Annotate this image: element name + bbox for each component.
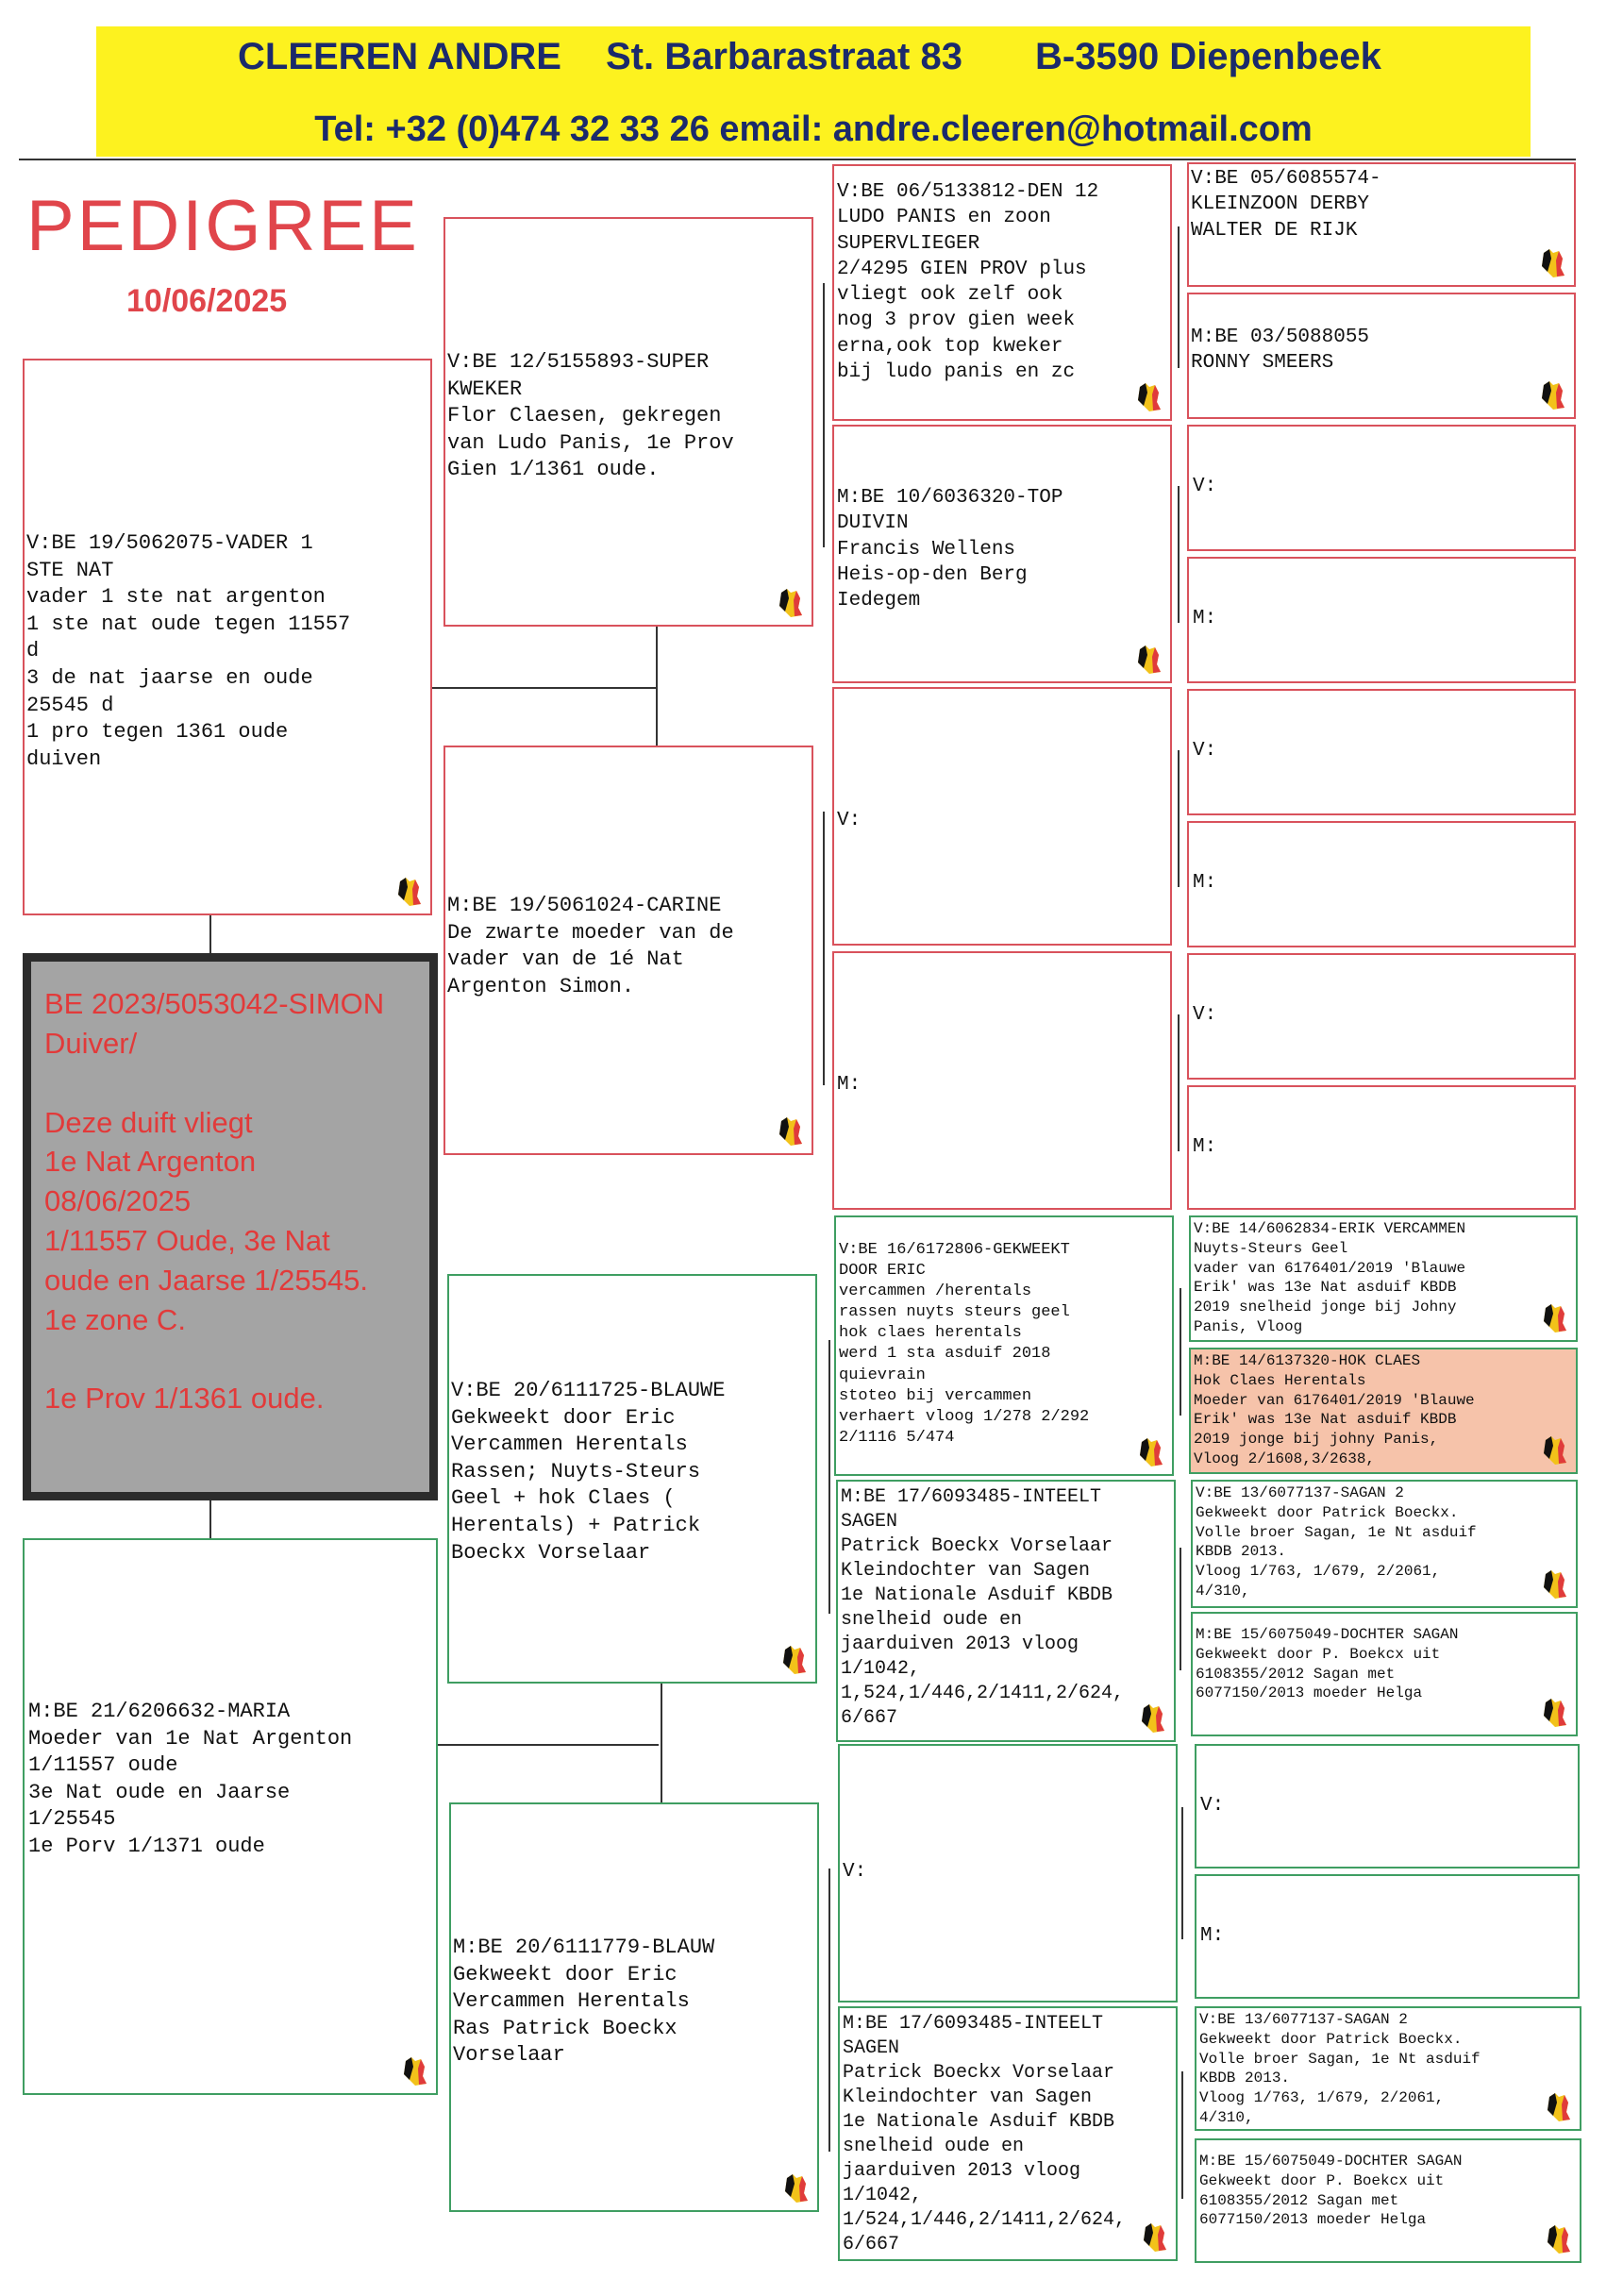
belgium-flag-icon — [781, 1644, 808, 1676]
ggp-fmm-box — [832, 951, 1172, 1210]
grandsire-paternal-box — [443, 217, 813, 627]
g4-fmmm-box — [1187, 1085, 1576, 1210]
ggp-mmm-text: M:BE 17/6093485-INTEELT SAGEN Patrick Boeckx Vorselaar Kleindochter van Sagen 1e Nationale Asduif KBDB snelheid oude en jaarduiven 2013 vloog 1/1042, 1/524,1/446,2/1411,2/624, 6/667 — [843, 2013, 1127, 2255]
belgium-flag-icon — [778, 1115, 804, 1148]
ggp-mff-box — [834, 1215, 1174, 1476]
belgium-flag-icon — [402, 2055, 428, 2087]
connector — [823, 812, 825, 1085]
ggp-mff-text: V:BE 16/6172806-GEKWEEKT DOOR ERIC vercammen /herentals rassen nuyts steurs geel hok claes herentals werd 1 sta asduif 2018 quievrain stoteo bij vercammen verhaert vloog 1/278 2/292 2/1116 5/474 — [839, 1241, 1090, 1447]
g4-fmff-box — [1187, 689, 1576, 815]
breeder-city: B-3590 Diepenbeek — [1035, 36, 1381, 77]
connector — [1178, 226, 1180, 368]
ggp-mmf-text: V: — [843, 1861, 867, 1883]
belgium-flag-icon — [1540, 379, 1566, 411]
grandsire-maternal-text: V:BE 20/6111725-BLAUWE Gekweekt door Eric Vercammen Herentals Rassen; Nuyts-Steurs Geel + hok Claes ( Herentals) + Patrick Boeckx Vorselaar — [451, 1379, 726, 1565]
belgium-flag-icon — [396, 876, 423, 908]
ggp-fff-text: V:BE 06/5133812-DEN 12 LUDO PANIS en zoon SUPERVLIEGER 2/4295 GIEN PROV plus vliegt ook zelf ook nog 3 prov gien week erna,ook top kweker bij ludo panis en zc — [837, 181, 1099, 384]
g4-mffm-box — [1189, 1348, 1578, 1474]
g4-mfmm-text: M:BE 15/6075049-DOCHTER SAGAN Gekweekt door P. Boekcx uit 6108355/2012 Sagan met 6077150/2013 moeder Helga — [1196, 1626, 1459, 1702]
connector — [1180, 1288, 1181, 1416]
g4-fmmf-text: V: — [1193, 1004, 1217, 1026]
connector — [1181, 1807, 1183, 1939]
connector — [1180, 1548, 1181, 1670]
grandsire-maternal-box — [447, 1274, 817, 1684]
ggp-fmm-text: M: — [837, 1074, 862, 1096]
connector — [656, 627, 658, 747]
breeder-street: St. Barbarastraat 83 — [606, 36, 962, 77]
connector — [436, 1744, 659, 1746]
g4-mfmm-box — [1191, 1612, 1578, 1736]
ggp-mfm-box — [836, 1480, 1176, 1742]
breeder-contact: Tel: +32 (0)474 32 33 26 email: andre.cleeren@hotmail.com — [314, 109, 1313, 149]
g4-mfff-box — [1189, 1215, 1578, 1342]
g4-ffff-text: V:BE 05/6085574- KLEINZOON DERBY WALTER DE RIJK — [1191, 168, 1381, 242]
subject-text: BE 2023/5053042-SIMON Duiver/ Deze duift vliegt 1e Nat Argenton 08/06/2025 1/11557 Oude, 3e Nat oude en Jaarse 1/25545. 1e zone C. 1e Prov 1/1361 oude. — [44, 987, 385, 1416]
belgium-flag-icon — [1546, 2223, 1572, 2255]
belgium-flag-icon — [778, 587, 804, 619]
connector — [1178, 1014, 1180, 1151]
mother-text: M:BE 21/6206632-MARIA Moeder van 1e Nat Argenton 1/11557 oude 3e Nat oude en Jaarse 1/25545 1e Porv 1/1371 oude — [28, 1700, 353, 1858]
ggp-fff-box — [832, 164, 1172, 421]
g4-mfmf-text: V:BE 13/6077137-SAGAN 2 Gekweekt door Patrick Boeckx. Volle broer Sagan, 1e Nt asduif KBDB 2013. Vloog 1/763, 1/679, 2/2061, 4/310, — [1196, 1484, 1477, 1600]
connector — [828, 1340, 830, 1614]
ggp-fmf-box — [832, 687, 1172, 946]
connector — [1178, 750, 1180, 887]
grandsire-paternal-text: V:BE 12/5155893-SUPER KWEKER Flor Claesen, gekregen van Ludo Panis, 1e Prov Gien 1/1361 oude. — [447, 350, 734, 482]
page-title: PEDIGREE — [26, 186, 420, 266]
g4-fmff-text: V: — [1193, 740, 1217, 762]
g4-mmmf-box — [1195, 2006, 1581, 2131]
connector — [823, 283, 825, 547]
mother-box — [23, 1538, 438, 2095]
g4-mmff-text: V: — [1200, 1795, 1225, 1817]
g4-ffmm-text: M: — [1193, 608, 1217, 629]
breeder-name: CLEEREN ANDRE — [238, 36, 561, 77]
belgium-flag-icon — [1140, 1702, 1166, 1735]
g4-ffff-box — [1187, 162, 1576, 287]
belgium-flag-icon — [1542, 1697, 1568, 1729]
g4-mmmm-text: M:BE 15/6075049-DOCHTER SAGAN Gekweekt door P. Boekcx uit 6108355/2012 Sagan met 6077150/2013 moeder Helga — [1199, 2153, 1463, 2229]
ggp-mmf-box — [838, 1744, 1178, 2003]
belgium-flag-icon — [1138, 1436, 1164, 1468]
belgium-flag-icon — [1542, 1434, 1568, 1466]
g4-mfmf-box — [1191, 1480, 1578, 1608]
g4-fmfm-text: M: — [1193, 872, 1217, 894]
page-date: 10/06/2025 — [126, 283, 288, 319]
g4-fmfm-box — [1187, 821, 1576, 947]
g4-mffm-text: M:BE 14/6137320-HOK CLAES Hok Claes Herentals Moeder van 6176401/2019 'Blauwe Erik' was 13e Nat asduif KBDB 2019 jonge bij johny Panis, Vloog 2/1608,3/2638, — [1194, 1352, 1475, 1467]
g4-ffmf-box — [1187, 425, 1576, 551]
ggp-mmm-box — [838, 2006, 1178, 2261]
connector — [1181, 2071, 1183, 2199]
g4-mfff-text: V:BE 14/6062834-ERIK VERCAMMEN Nuyts-Steurs Geel vader van 6176401/2019 'Blauwe Erik' was 13e Nat asduif KBDB 2019 snelheid jonge bij Johny Panis, Vloog — [1194, 1220, 1466, 1335]
belgium-flag-icon — [1142, 2221, 1168, 2254]
g4-fffm-box — [1187, 293, 1576, 419]
belgium-flag-icon — [1546, 2091, 1572, 2123]
granddam-paternal-text: M:BE 19/5061024-CARINE De zwarte moeder van de vader van de 1é Nat Argenton Simon. — [447, 894, 734, 998]
belgium-flag-icon — [1136, 381, 1163, 413]
g4-mmff-box — [1195, 1744, 1580, 1869]
belgium-flag-icon — [1542, 1302, 1568, 1334]
connector — [209, 913, 211, 953]
connector — [432, 687, 657, 689]
g4-mmfm-text: M: — [1200, 1925, 1225, 1947]
connector — [209, 1500, 211, 1540]
ggp-ffm-text: M:BE 10/6036320-TOP DUIVIN Francis Wellens Heis-op-den Berg Iedegem — [837, 487, 1063, 612]
subject-pigeon-box — [23, 953, 438, 1500]
father-text: V:BE 19/5062075-VADER 1 STE NAT vader 1 ste nat argenton 1 ste nat oude tegen 11557 d 3 de nat jaarse en oude 25545 d 1 pro tegen 1361 oude duiven — [26, 531, 351, 771]
belgium-flag-icon — [1542, 1568, 1568, 1600]
g4-fffm-text: M:BE 03/5088055 RONNY SMEERS — [1191, 327, 1370, 375]
header-divider — [19, 159, 1576, 160]
father-box — [23, 359, 432, 915]
g4-fmmf-box — [1187, 953, 1576, 1080]
belgium-flag-icon — [1540, 247, 1566, 279]
belgium-flag-icon — [783, 2172, 810, 2204]
ggp-fmf-text: V: — [837, 810, 862, 831]
connector — [661, 1682, 662, 1802]
granddam-paternal-box — [443, 746, 813, 1155]
g4-ffmm-box — [1187, 557, 1576, 683]
g4-fmmm-text: M: — [1193, 1136, 1217, 1158]
ggp-ffm-box — [832, 425, 1172, 683]
granddam-maternal-box — [449, 1802, 819, 2212]
g4-mmmf-text: V:BE 13/6077137-SAGAN 2 Gekweekt door Patrick Boeckx. Volle broer Sagan, 1e Nt asduif KBDB 2013. Vloog 1/763, 1/679, 2/2061, 4/310, — [1199, 2011, 1481, 2126]
g4-mmfm-box — [1195, 1874, 1580, 1999]
ggp-mfm-text: M:BE 17/6093485-INTEELT SAGEN Patrick Boeckx Vorselaar Kleindochter van Sagen 1e Nationale Asduif KBDB snelheid oude en jaarduiven 2013 vloog 1/1042, 1,524,1/446,2/1411,2/624, 6/667 — [841, 1486, 1125, 1729]
g4-ffmf-text: V: — [1193, 476, 1217, 497]
belgium-flag-icon — [1136, 644, 1163, 676]
header-banner — [96, 26, 1531, 157]
connector — [828, 1869, 830, 2152]
connector — [1178, 486, 1180, 623]
g4-mmmm-box — [1195, 2138, 1581, 2263]
granddam-maternal-text: M:BE 20/6111779-BLAUW Gekweekt door Eric Vercammen Herentals Ras Patrick Boeckx Vorselaar — [453, 1936, 715, 2068]
